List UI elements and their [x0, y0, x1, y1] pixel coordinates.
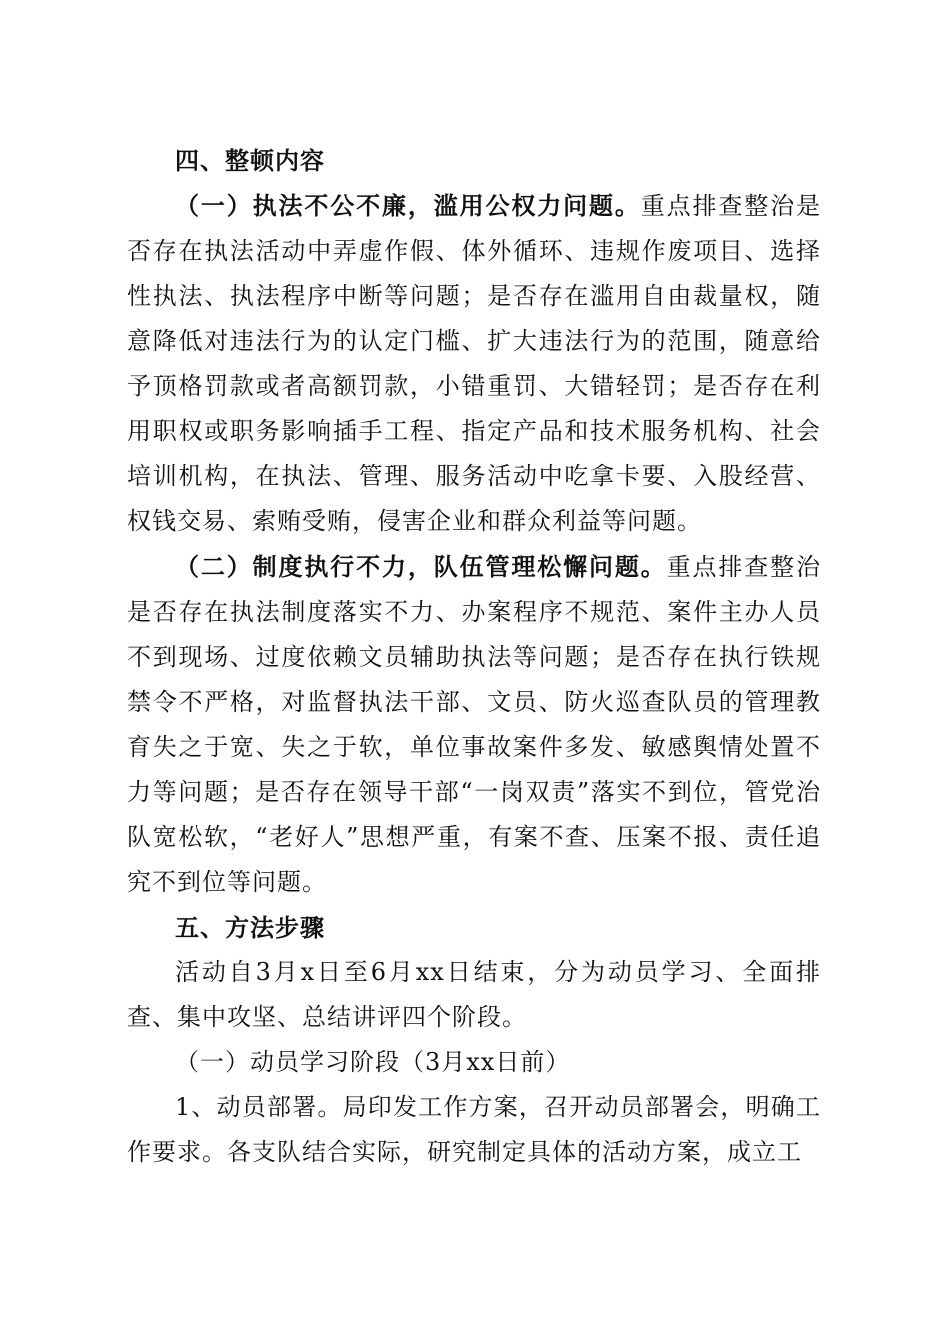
item-2-lead: （二）制度执行不力，队伍管理松懈问题。 [175, 552, 667, 581]
document-body [127, 138, 821, 1175]
paragraph-item-2 [127, 544, 821, 905]
item-2-body: 重点排查整治是否存在执法制度落实不力、办案程序不规范、案件主办人员不到现场、过度依赖文员辅助执法等问题；是否存在执行铁规禁令不严格，对监督执法干部、文员、防火巡查队员的管理教育失之于宽、失之于软，单位事故案件多发、敏感舆情处置不力等问题；是否存在领导干部“一岗双责”落实不到位，管党治队宽松软，“老好人”思想严重，有案不查、压案不报、责任追究不到位等问题。 [127, 553, 821, 896]
paragraph-step-1: 1、动员部署。局印发工作方案，召开动员部署会，明确工作要求。各支队结合实际，研究制定具体的活动方案，成立工 [127, 1093, 821, 1166]
section-heading-4: 四、整顿内容 [175, 146, 325, 175]
section-heading-5: 五、方法步骤 [175, 913, 325, 942]
paragraph-item-1 [127, 183, 821, 544]
phase-1-heading: （一）动员学习阶段（3月xx日前） [175, 1048, 571, 1076]
item-1-body: 重点排查整治是否存在执法活动中弄虚作假、体外循环、违规作废项目、选择性执法、执法程序中断等问题；是否存在滥用自由裁量权，随意降低对违法行为的认定门槛、扩大违法行为的范围，随意给予顶格罚款或者高额罚款，小错重罚、大错轻罚；是否存在利用职权或职务影响插手工程、指定产品和技术服务机构、社会培训机构，在执法、管理、服务活动中吃拿卡要、入股经营、权钱交易、索贿受贿，侵害企业和群众利益等问题。 [127, 192, 821, 535]
item-1-lead: （一）执法不公不廉，滥用公权力问题。 [175, 191, 641, 220]
paragraph-intro: 活动自3月x日至6月xx日结束，分为动员学习、全面排查、集中攻坚、总结讲评四个阶段。 [127, 958, 821, 1031]
